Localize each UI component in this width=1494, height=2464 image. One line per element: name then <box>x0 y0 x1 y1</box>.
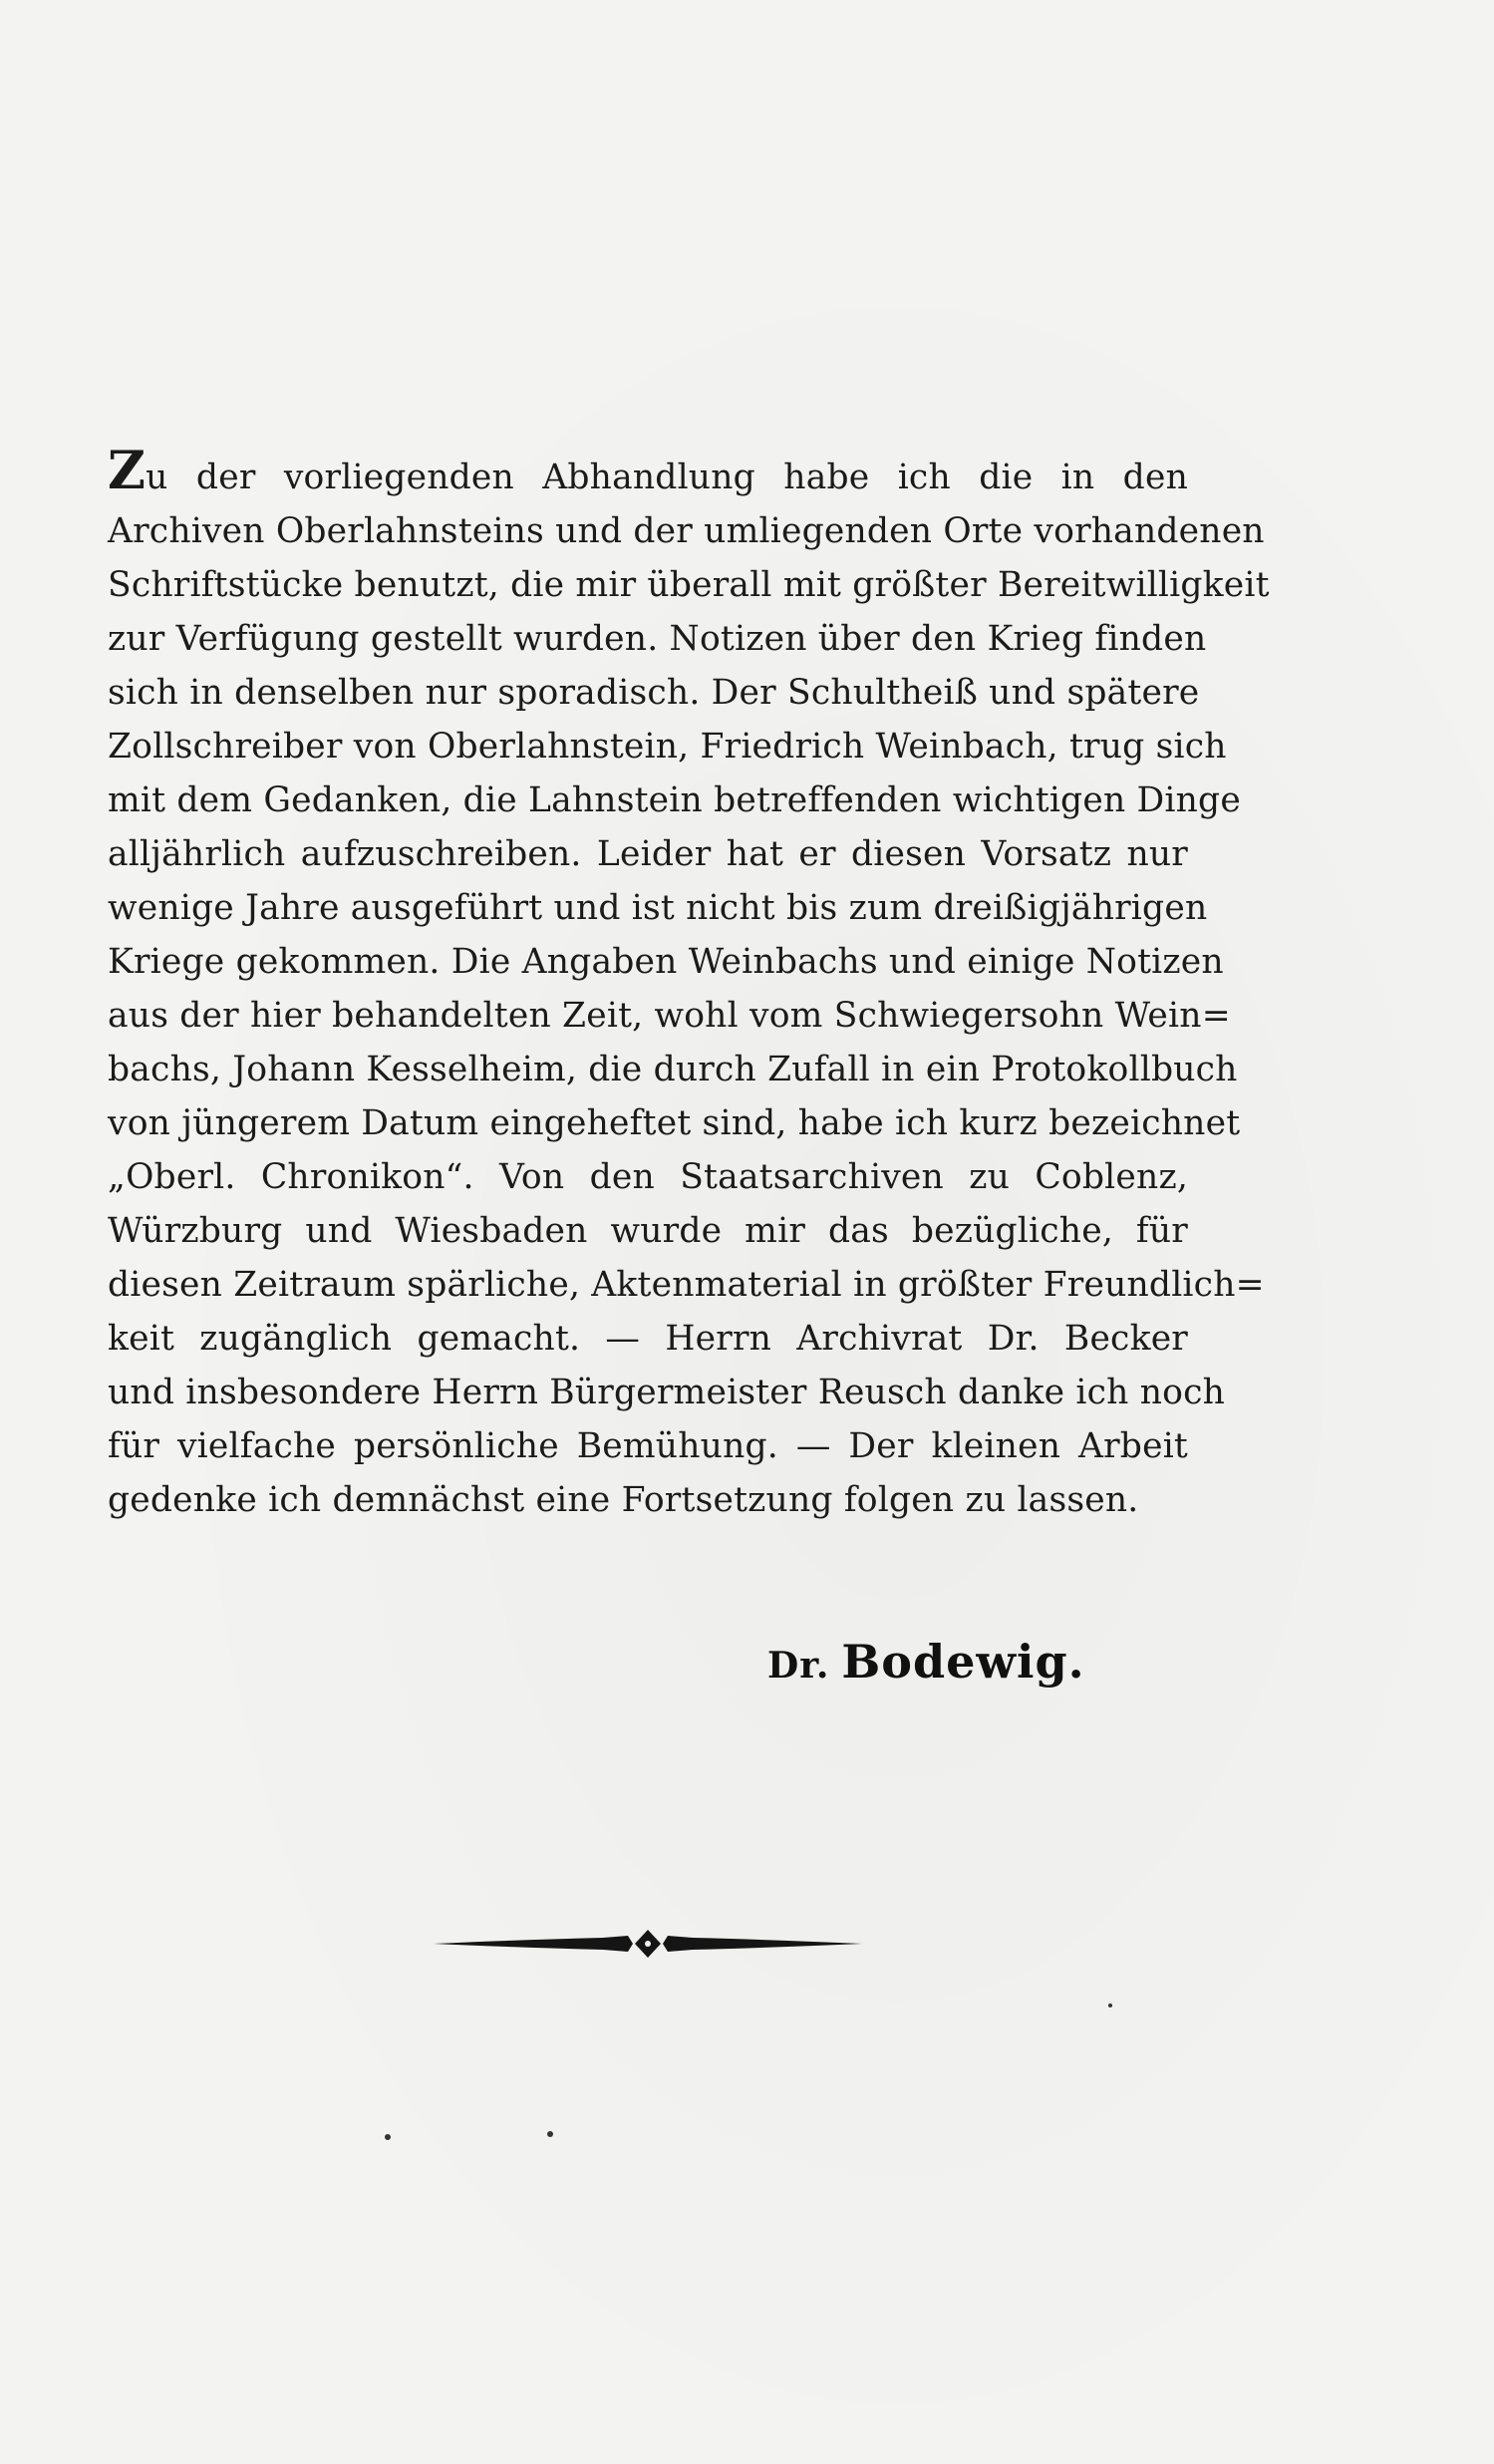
paragraph-line-19: für vielfache persönliche Bemühung. — Der kleinen Arbeit <box>108 1426 1188 1466</box>
signature-title: Dr. <box>767 1645 830 1687</box>
paragraph-line-12: bachs, Johann Kesselheim, die durch Zufall in ein Protokollbuch <box>108 1050 1238 1089</box>
paragraph-line-11: aus der hier behandelten Zeit, wohl vom Schwiegersohn Wein= <box>108 996 1231 1036</box>
paragraph-line-20: gedenke ich demnächst eine Fortsetzung folgen zu lassen. <box>108 1480 1139 1520</box>
paragraph-line-13: von jüngerem Datum eingeheftet sind, habe ich kurz bezeichnet <box>108 1103 1241 1143</box>
paragraph-line-1-text: u der vorliegenden Abhandlung habe ich die in den <box>146 458 1188 497</box>
preface-paragraph <box>108 441 1270 1527</box>
paragraph-line-5: sich in denselben nur sporadisch. Der Schultheiß und spätere <box>108 673 1200 713</box>
signature-name: Bodewig. <box>841 1635 1085 1689</box>
ornament-left-taper <box>434 1936 633 1952</box>
paragraph-line-17: keit zugänglich gemacht. — Herrn Archivrat Dr. Becker <box>108 1319 1188 1359</box>
paragraph-line-18: und insbesondere Herrn Bürgermeister Reusch danke ich noch <box>108 1373 1226 1412</box>
paper-speck <box>385 2134 391 2140</box>
decorative-rule-ornament <box>434 1924 862 1964</box>
paragraph-line-15: Würzburg und Wiesbaden wurde mir das bezügliche, für <box>108 1211 1188 1251</box>
paragraph-line-10: Kriege gekommen. Die Angaben Weinbachs und einige Notizen <box>108 942 1224 982</box>
paragraph-line-6: Zollschreiber von Oberlahnstein, Friedrich Weinbach, trug sich <box>108 727 1227 767</box>
paragraph-line-7: mit dem Gedanken, die Lahnstein betreffenden wichtigen Dinge <box>108 780 1241 820</box>
drop-cap: Z <box>108 441 147 501</box>
paragraph-line-8: alljährlich aufzuschreiben. Leider hat er diesen Vorsatz nur <box>108 834 1188 874</box>
paragraph-line-4: zur Verfügung gestellt wurden. Notizen über den Krieg finden <box>108 619 1207 659</box>
ornament-right-taper <box>663 1936 862 1952</box>
paragraph-line-9: wenige Jahre ausgeführt und ist nicht bis zum dreißigjährigen <box>108 888 1208 928</box>
paragraph-line-3: Schriftstücke benutzt, die mir überall mit größter Bereitwilligkeit <box>108 565 1270 605</box>
paper-speck <box>547 2131 553 2137</box>
paper-speck <box>1108 2003 1112 2007</box>
paragraph-line-2: Archiven Oberlahnsteins und der umliegenden Orte vorhandenen <box>108 511 1265 551</box>
ornament-center-dot <box>645 1941 651 1947</box>
paragraph-line-14: „Oberl. Chronikon“. Von den Staatsarchiven zu Coblenz, <box>108 1157 1188 1197</box>
paragraph-line-16: diesen Zeitraum spärliche, Aktenmaterial in größter Freundlich= <box>108 1265 1265 1305</box>
paragraph-line-1 <box>108 441 1188 504</box>
author-signature <box>767 1635 1085 1694</box>
